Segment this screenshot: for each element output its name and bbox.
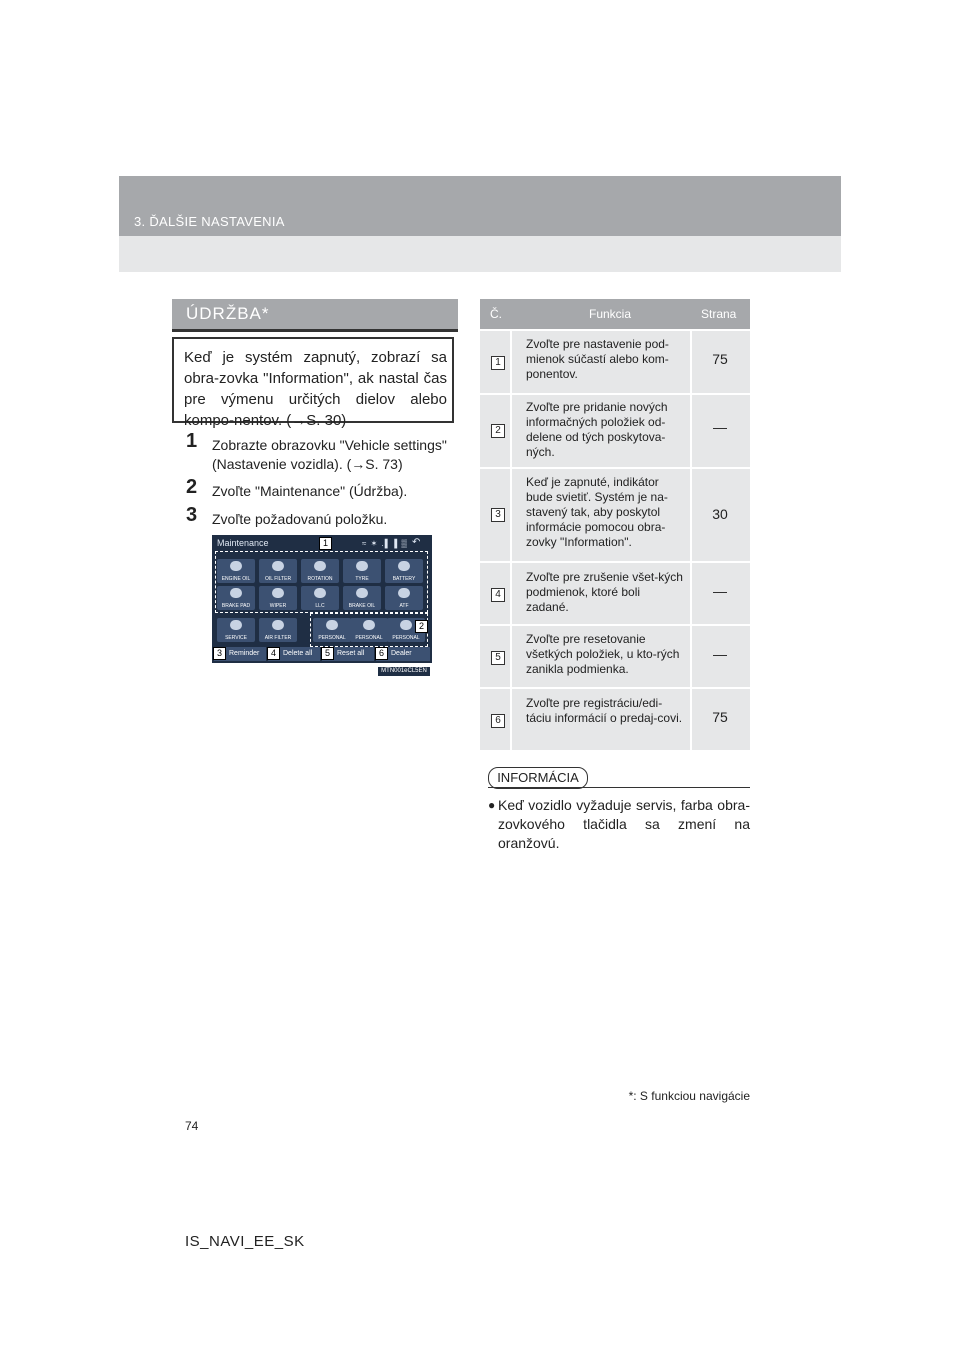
callout-marker-5: 5: [321, 647, 334, 660]
tile-atf: [385, 586, 423, 610]
callout-marker-6: 6: [375, 647, 388, 660]
personal-icon: [326, 620, 338, 630]
tile-label: BATTERY: [392, 576, 416, 582]
battery-icon: [398, 561, 410, 571]
tile-oil-filter: [259, 559, 297, 583]
tile-rotation: [301, 559, 339, 583]
row-function: Zvoľte pre resetovanie všetkých položiek, u kto-rých zanikla podmienka.: [526, 632, 680, 676]
info-divider: [488, 787, 750, 788]
step-text: Zvoľte požadovanú položku.: [212, 511, 388, 527]
section-divider: [172, 329, 458, 332]
row-number: 4: [491, 588, 505, 602]
tile-personal-1: [313, 618, 351, 642]
row-page: —: [713, 583, 727, 599]
screen-title: Maintenance: [217, 538, 269, 548]
tile-label: ATF: [399, 603, 409, 609]
row-number: 5: [491, 651, 505, 665]
chapter-title: 3. ĎALŠIE NASTAVENIA: [134, 214, 285, 229]
row-page: —: [713, 646, 727, 662]
col-header-page: Strana: [701, 307, 737, 321]
table-row: [480, 689, 750, 750]
tile-label: BRAKE OIL: [348, 603, 376, 609]
bullet-icon: ●: [488, 798, 496, 812]
tile-tyre: [343, 559, 381, 583]
personal-icon: [363, 620, 375, 630]
tile-label: PERSONAL: [392, 635, 420, 641]
tile-personal-2: [350, 618, 388, 642]
row-number: 6: [491, 714, 505, 728]
table-column-divider: [510, 329, 512, 750]
tile-llc: [301, 586, 339, 610]
table-row: [480, 626, 750, 687]
callout-marker-4: 4: [267, 647, 280, 660]
brake-pad-icon: [230, 588, 242, 598]
callout-marker-3: 3: [213, 647, 226, 660]
step-text: Zvoľte "Maintenance" (Údržba).: [212, 483, 408, 499]
tile-label: PERSONAL: [355, 635, 383, 641]
header-subband: [119, 236, 841, 272]
tile-label: ROTATION: [307, 576, 333, 582]
tile-battery: [385, 559, 423, 583]
row-number: 3: [491, 508, 505, 522]
tile-brake-pad: [217, 586, 255, 610]
wrench-icon: [230, 620, 242, 630]
callout-marker-1: 1: [319, 537, 332, 550]
tile-label: SERVICE: [225, 635, 247, 641]
tile-service: [217, 618, 255, 642]
row-function: Zvoľte pre zrušenie všet-kých podmienok, ktoré boli zadané.: [526, 570, 683, 614]
table-header: [480, 299, 750, 329]
row-function: Zvoľte pre nastavenie pod-mienok súčastí alebo kom-ponentov.: [526, 337, 669, 381]
llc-icon: [314, 588, 326, 598]
tyre-icon: [356, 561, 368, 571]
table-row: [480, 469, 750, 561]
row-number: 1: [491, 356, 505, 370]
dealer-button: Dealer: [376, 647, 430, 661]
document-code: IS_NAVI_EE_SK: [185, 1233, 305, 1250]
table-row: [480, 563, 750, 624]
row-function: Zvoľte pre pridanie nových informačných položiek od-delene od tých poskytova-ných.: [526, 400, 668, 459]
callout-marker-2: 2: [415, 620, 428, 633]
table-row: [480, 331, 750, 393]
tile-label: ENGINE OIL: [221, 576, 251, 582]
atf-icon: [398, 588, 410, 598]
oil-filter-icon: [272, 561, 284, 571]
footnote: *: S funkciou navigácie: [628, 1089, 750, 1103]
info-heading: INFORMÁCIA: [488, 767, 588, 789]
reminder-button: Reminder: [214, 647, 266, 661]
row-function: Zvoľte pre registráciu/edi-táciu informácií o predaj-covi.: [526, 696, 683, 725]
info-body: Keď vozidlo vyžaduje servis, farba obra-zovkového tlačidla sa zmení na oranžovú.: [498, 797, 750, 851]
section-heading: [172, 299, 458, 329]
col-header-number: Č.: [490, 307, 502, 321]
tile-label: PERSONAL: [318, 635, 346, 641]
tile-engine-oil: [217, 559, 255, 583]
step-number: 2: [186, 476, 198, 498]
tile-label: TYRE: [355, 576, 369, 582]
step-number: 1: [186, 430, 198, 452]
step-text: Zobrazte obrazovku "Vehicle settings" (Nastavenie vozidla). (→S. 73): [212, 437, 447, 472]
row-page: 30: [712, 506, 728, 522]
back-icon: ↶: [412, 537, 421, 548]
air-filter-icon: [272, 620, 284, 630]
tile-label: OIL FILTER: [264, 576, 292, 582]
tile-wiper: [259, 586, 297, 610]
brake-oil-icon: [356, 588, 368, 598]
row-function: Keď je zapnuté, indikátor bude svietiť. Systém je na-stavený tak, aby poskytol informácie pomocou obra-zovky "Information".: [526, 475, 668, 549]
status-icons: ≈ ✶ .▌▐ ▒: [362, 539, 408, 548]
row-number: 2: [491, 424, 505, 438]
maintenance-screenshot: [212, 535, 432, 663]
delete-all-button: Delete all: [268, 647, 320, 661]
table-column-divider: [690, 329, 692, 750]
rotation-icon: [314, 561, 326, 571]
col-header-function: Funkcia: [589, 307, 632, 321]
tile-air-filter: [259, 618, 297, 642]
figure-code: MTN001eCL5EN: [378, 667, 430, 676]
section-title: ÚDRŽBA*: [186, 304, 270, 323]
reset-all-button: Reset all: [322, 647, 374, 661]
row-page: 75: [712, 709, 728, 725]
intro-box: Keď je systém zapnutý, zobrazí sa obra-zovka "Information", ak nastal čas pre výmenu určitých dielov alebo kompo-nentov. (→S. 30): [172, 337, 454, 423]
page-number: 74: [185, 1119, 199, 1133]
wiper-icon: [272, 588, 284, 598]
tile-brake-oil: [343, 586, 381, 610]
engine-oil-icon: [230, 561, 242, 571]
personal-icon: [400, 620, 412, 630]
tile-label: LLC: [315, 603, 325, 609]
tile-label: WIPER: [269, 603, 287, 609]
tile-label: BRAKE PAD: [221, 603, 251, 609]
row-page: 75: [712, 351, 728, 367]
step-number: 3: [186, 504, 198, 526]
table-row: [480, 395, 750, 467]
tile-label: AIR FILTER: [264, 635, 292, 641]
row-page: —: [713, 419, 727, 435]
